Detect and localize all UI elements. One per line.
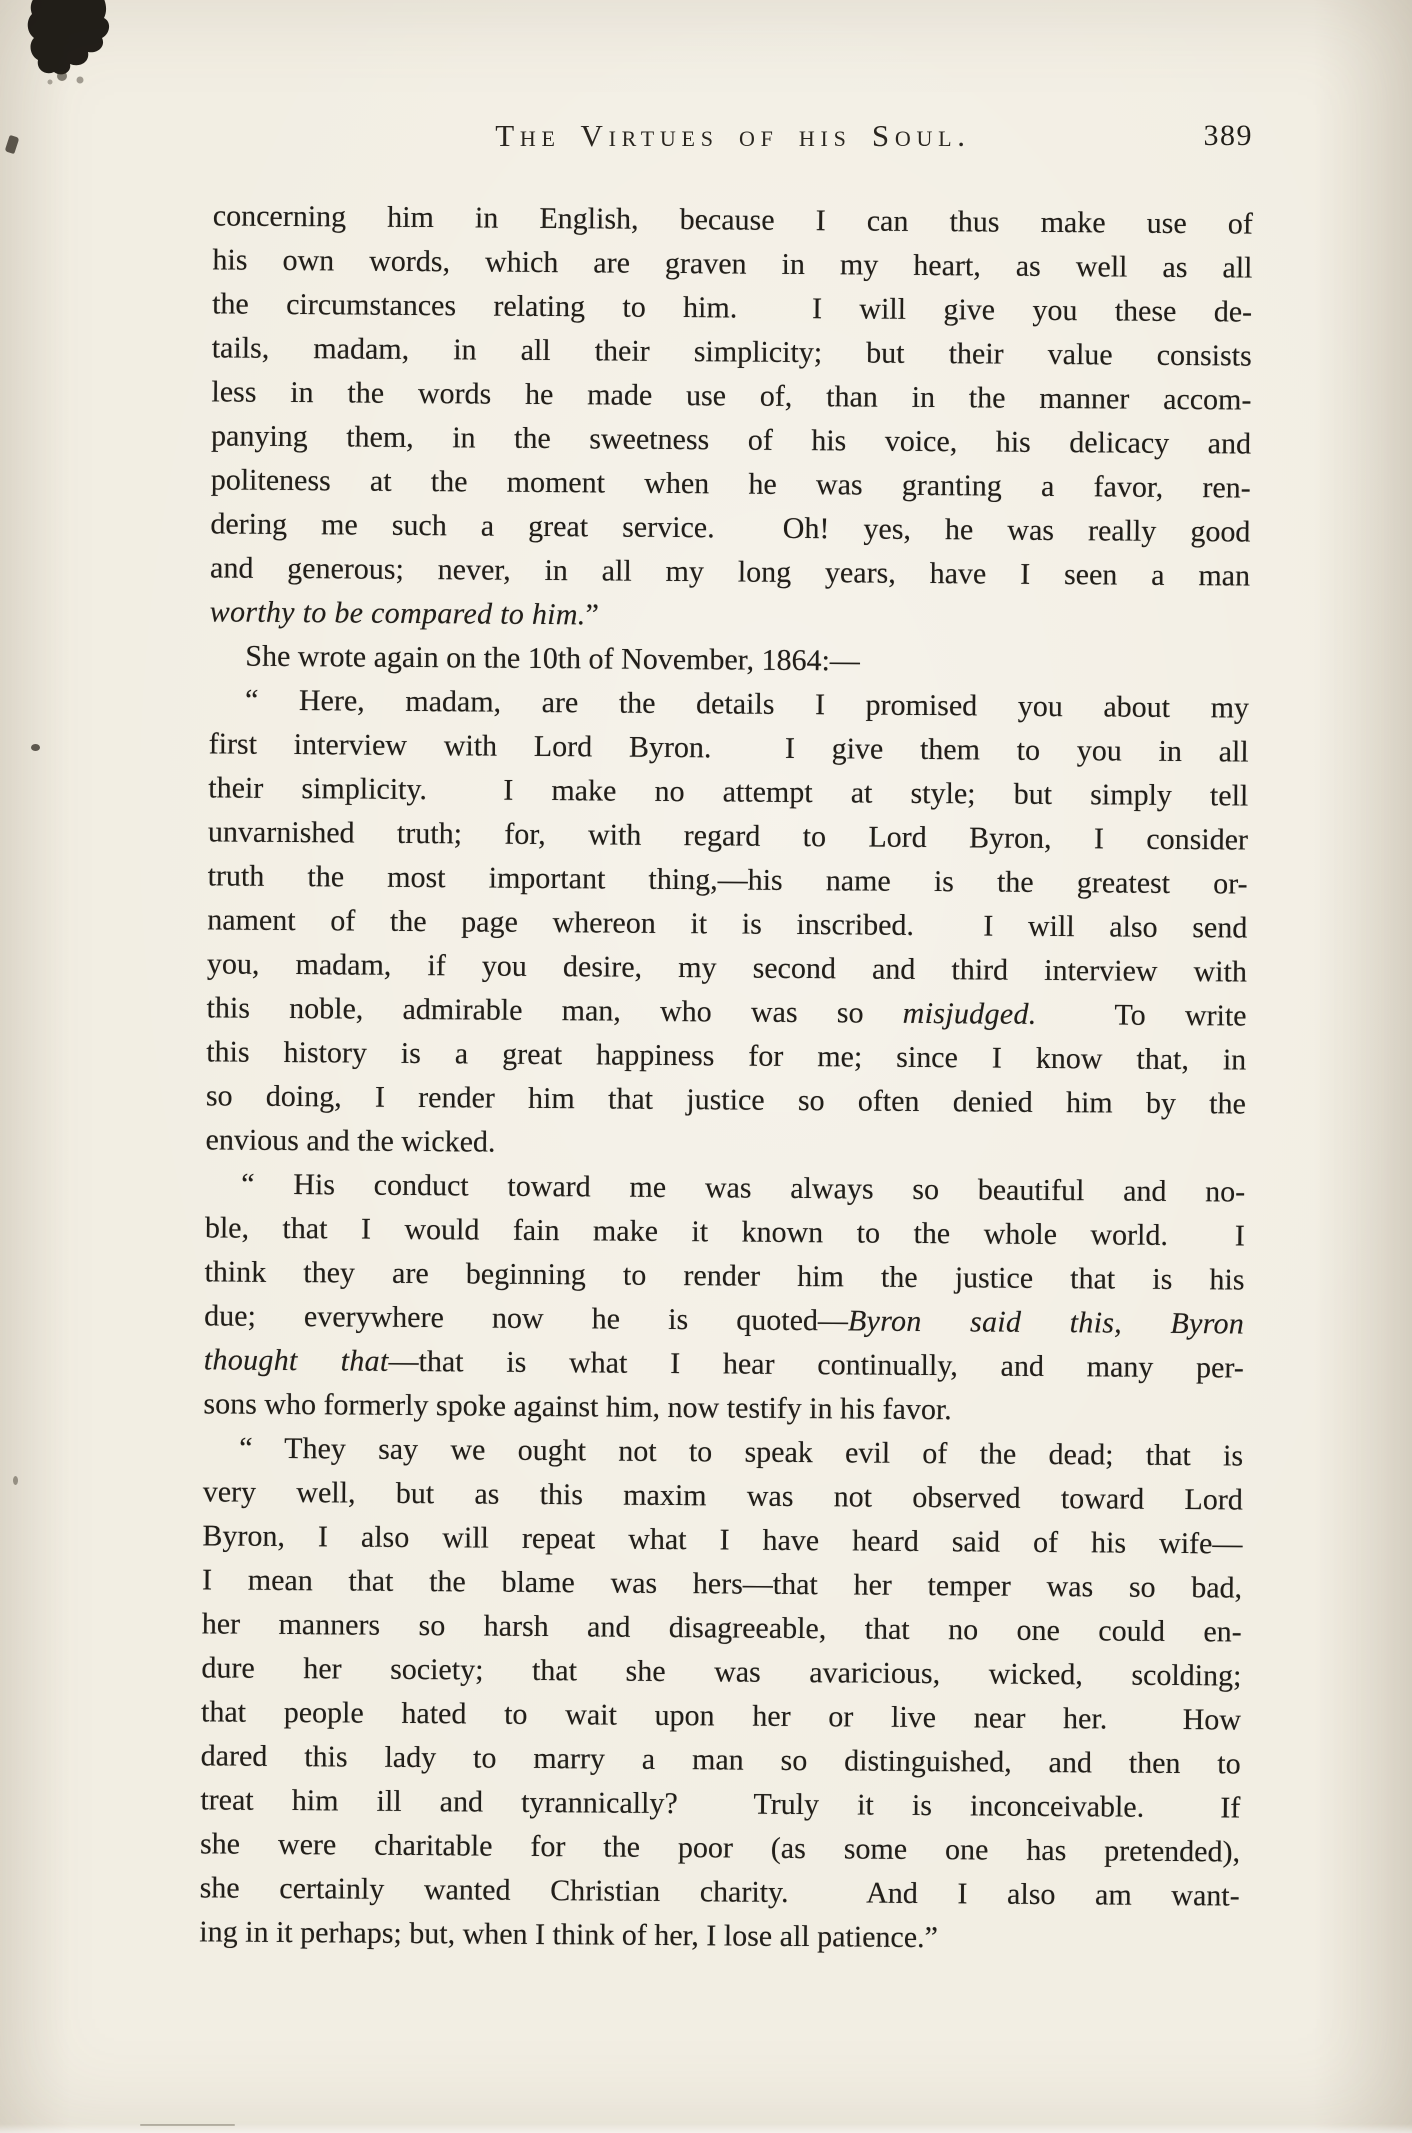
- text-segment: envious and the wicked.: [205, 1123, 496, 1159]
- text-segment: unvarnished truth; for, with regard to Lord Byron, I consider: [207, 815, 1249, 857]
- text-segment: you, madam, if you desire, my second and third interview with: [206, 947, 1248, 989]
- text-segment: his own words, which are graven in my heart, as well as all: [212, 243, 1253, 285]
- text-segment: due; everywhere now he is quoted—: [204, 1299, 849, 1338]
- text-segment: politeness at the moment when he was granting a favor, ren-: [210, 463, 1251, 505]
- text-segment: her manners so harsh and disagreeable, that no one could en-: [201, 1607, 1242, 1649]
- page-number: 389: [1203, 119, 1253, 152]
- text-segment: less in the words he made use of, than in the manner accom-: [211, 375, 1252, 417]
- text-segment: ing in it perhaps; but, when I think of her, I lose all patience.”: [199, 1915, 939, 1955]
- paragraph: [210, 194, 1253, 642]
- text-segment: very well, but as this maxim was not observed toward Lord: [202, 1475, 1243, 1517]
- ink-speck: [5, 135, 20, 154]
- text-segment: ble, that I would fain make it known to the whole world. I: [204, 1211, 1245, 1253]
- text-segment: concerning him in English, because I can thus make use of: [212, 199, 1253, 241]
- text-segment: “ Here, madam, are the details I promised you about my: [244, 683, 1250, 725]
- text-segment: To write: [1036, 997, 1247, 1033]
- paragraph: [203, 1162, 1245, 1434]
- text-line: [199, 1910, 1239, 1962]
- text-segment: dure her society; that she was avaricious, wicked, scolding;: [201, 1651, 1242, 1693]
- text-segment: panying them, in the sweetness of his voice, his delicacy and: [210, 419, 1252, 461]
- text-segment: the circumstances relating to him. I will give you these de-: [212, 287, 1253, 329]
- text-segment: Byron, I also will repeat what I have heard said of his wife—: [202, 1519, 1243, 1561]
- text-segment: “ His conduct toward me was always so beautiful and no-: [241, 1167, 1246, 1209]
- text-segment: nament of the page whereon it is inscribed. I will also send: [207, 903, 1248, 945]
- running-header: [213, 118, 1253, 162]
- text-segment: think they are beginning to render him the justice that is his: [204, 1255, 1245, 1297]
- text-segment: first interview with Lord Byron. I give them to you in all: [208, 727, 1249, 769]
- text-segment: their simplicity. I make no attempt at style; but simply tell: [208, 771, 1249, 813]
- italic-text: misjudged.: [902, 996, 1037, 1031]
- text-segment: that people hated to wait upon her or live near her. How: [200, 1695, 1242, 1737]
- text-segment: dared this lady to marry a man so distinguished, and then to: [200, 1739, 1241, 1781]
- scan-edge-artifact: [140, 2124, 235, 2126]
- page-title: The Virtues of his Soul.: [495, 118, 971, 153]
- text-segment: “ They say we ought not to speak evil of the dead; that is: [239, 1431, 1244, 1473]
- ink-speck: [31, 744, 40, 751]
- paragraph: [205, 678, 1249, 1170]
- italic-text: worthy to be compared to him.: [209, 595, 586, 632]
- text-segment: so doing, I render him that justice so often denied him by the: [205, 1079, 1247, 1121]
- text-segment: this noble, admirable man, who was so: [206, 991, 903, 1030]
- text-segment: and generous; never, in all my long years, have I seen a man: [209, 551, 1251, 593]
- paragraph: [199, 1426, 1243, 1962]
- italic-text: thought that: [203, 1343, 389, 1378]
- text-segment: this history is a great happiness for me; since I know that, in: [206, 1035, 1247, 1077]
- text-segment: She wrote again on the 10th of November, 1864:—: [245, 639, 861, 678]
- text-segment: she certainly wanted Christian charity. And I also am want-: [199, 1871, 1240, 1913]
- ink-speck: [13, 1476, 18, 1485]
- text-segment: treat him ill and tyrannically? Truly it is inconceivable. If: [200, 1783, 1241, 1825]
- ink-smudge-artifact: [20, 0, 130, 92]
- text-segment: truth the most important thing,—his name is the greatest or-: [207, 859, 1248, 901]
- italic-text: Byron said this, Byron: [847, 1304, 1245, 1341]
- text-block: [199, 194, 1253, 1962]
- text-segment: —that is what I hear continually, and many per-: [388, 1344, 1244, 1385]
- text-segment: she were charitable for the poor (as some one has pretended),: [199, 1827, 1241, 1869]
- text-segment: sons who formerly spoke against him, now testify in his favor.: [203, 1387, 952, 1427]
- text-segment: dering me such a great service. Oh! yes, he was really good: [210, 507, 1251, 549]
- text-segment: ”: [585, 598, 600, 632]
- text-segment: I mean that the blame was hers—that her temper was so bad,: [201, 1563, 1243, 1605]
- page-content: [199, 118, 1253, 1956]
- text-segment: tails, madam, in all their simplicity; but their value consists: [211, 331, 1252, 373]
